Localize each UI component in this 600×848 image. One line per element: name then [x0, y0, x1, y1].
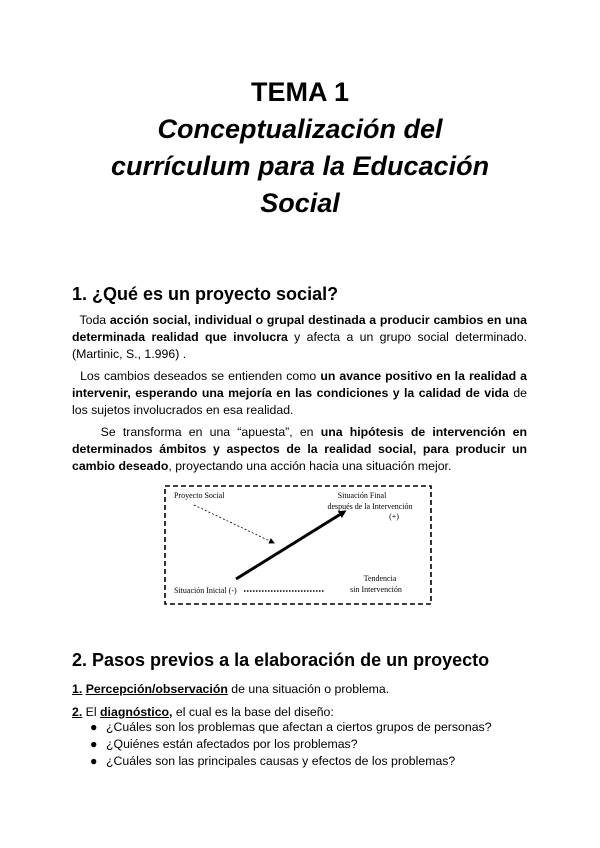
step-number: 2. — [72, 705, 83, 719]
section-heading: 2. Pasos previos a la elaboración de un proyecto — [72, 650, 490, 670]
paragraph-definition — [72, 312, 527, 363]
label-proyecto-social: Proyecto Social — [174, 491, 225, 500]
label-situacion-final: Situación Final — [337, 491, 387, 500]
title-line: Social — [260, 188, 340, 218]
label-despues-intervencion: después de la Intervención — [327, 502, 413, 511]
paragraph-text: Toda — [79, 313, 110, 327]
paragraph-text: Se transforma en una “apuesta”, en — [100, 425, 321, 439]
step-number: 1. — [72, 682, 83, 696]
step-label: diagnóstico, — [100, 705, 173, 719]
topic-number: TEMA 1 — [250, 77, 349, 107]
step-perception — [72, 681, 389, 698]
paragraph-desired-changes — [72, 368, 527, 419]
step-text: de una situación o problema. — [227, 682, 390, 696]
paragraph-text: , proyectando una acción hacia una situación mejor. — [168, 459, 452, 473]
intervention-diagram — [164, 485, 432, 605]
section-heading: 1. ¿Qué es un proyecto social? — [72, 284, 339, 304]
title-line: Conceptualización del — [157, 114, 443, 144]
question-text: ¿Quiénes están afectados por los problemas? — [106, 737, 358, 751]
paragraph-text: de los sujetos involucrados en esa realidad. — [72, 386, 527, 417]
bullet-icon: ● — [90, 754, 98, 768]
label-plus: (+) — [389, 512, 399, 521]
dotted-arrow — [194, 505, 274, 543]
step-text: El — [82, 705, 101, 719]
paragraph-bold-text: acción social, individual o grupal destinada a producir cambios en una determinada realidad que involucra — [72, 313, 527, 344]
paragraph-text: Los cambios deseados se entienden como — [80, 369, 321, 383]
title-line: currículum para la Educación — [110, 151, 490, 181]
list-item — [72, 719, 492, 736]
title-block — [0, 76, 600, 222]
paragraph-bold-text: una hipótesis de intervención en determinados ámbitos y aspectos de la realidad social, para producir un cambio deseado — [72, 425, 527, 473]
diagnosis-questions-list — [72, 719, 492, 770]
label-sin-intervencion: sin Intervención — [350, 585, 402, 594]
paragraph-text: y afecta a un grupo social determinado. (Martinic, S., 1.996) . — [72, 330, 528, 361]
list-item — [72, 736, 492, 753]
step-label: Percepción/observación — [85, 682, 228, 696]
bullet-icon: ● — [90, 720, 98, 734]
question-text: ¿Cuáles son los problemas que afectan a ciertos grupos de personas? — [106, 720, 492, 734]
paragraph-bold-text: un avance positivo en la realidad a intervenir, esperando una mejoría en las condiciones y la calidad de vida — [72, 369, 527, 400]
label-tendencia: Tendencia — [363, 574, 397, 583]
bullet-icon: ● — [90, 737, 98, 751]
list-item — [72, 753, 492, 770]
label-situacion-inicial: Situación Inicial (-) — [174, 586, 237, 595]
paragraph-hypothesis — [72, 424, 527, 475]
improvement-arrow — [236, 512, 344, 579]
question-text: ¿Cuáles son las principales causas y efectos de los problemas? — [106, 754, 456, 768]
document-title — [0, 111, 600, 222]
step-text: el cual es la base del diseño: — [172, 705, 334, 719]
